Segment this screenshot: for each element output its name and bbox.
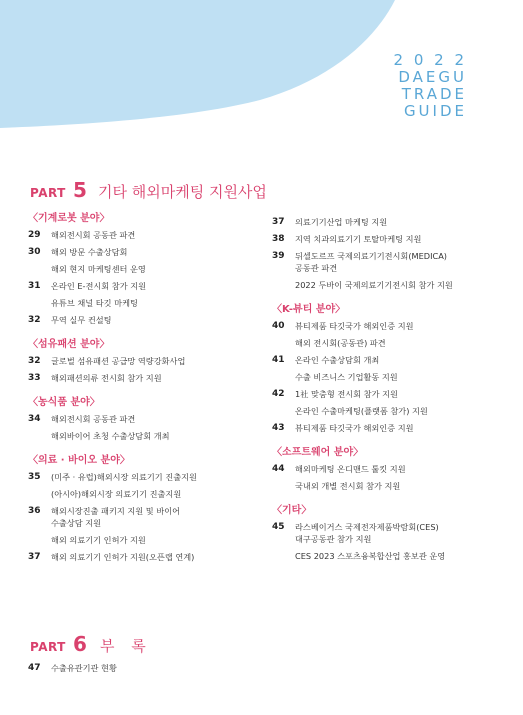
item-subtitle: (아시아)해외시장 의료기기 진출지원 — [51, 489, 182, 499]
toc-item[interactable] — [272, 320, 497, 349]
item-title: 해외시장진출 패키지 지원 및 바이어 — [51, 506, 181, 516]
item-title: 지역 치과의료기기 토탈마케팅 지원 — [295, 234, 422, 244]
item-number: 31 — [28, 281, 41, 291]
item-subtitle: 국내외 개별 전시회 참가 지원 — [295, 481, 401, 491]
toc-item[interactable] — [272, 354, 497, 383]
part6-heading — [30, 632, 152, 656]
toc-item[interactable] — [28, 355, 253, 367]
item-number: 39 — [272, 251, 285, 261]
item-title-cont: 수출상담 지원 — [51, 518, 102, 528]
toc-right-column — [272, 216, 497, 567]
item-title: 무역 실무 컨설팅 — [51, 315, 112, 325]
toc-item[interactable] — [272, 233, 497, 245]
item-number: 38 — [272, 234, 285, 244]
item-title-cont: 공동관 파견 — [295, 263, 338, 273]
brand-title — [394, 52, 467, 120]
toc-item[interactable] — [272, 422, 497, 434]
toc-item[interactable] — [28, 280, 253, 309]
item-number: 32 — [28, 315, 41, 325]
item-title: 해외 방문 수출상담회 — [51, 247, 128, 257]
toc-item[interactable] — [272, 463, 497, 492]
item-title: 온라인 E-전시회 참가 지원 — [51, 281, 147, 291]
brand-year: 2 0 2 2 — [393, 51, 467, 69]
item-number: 36 — [28, 506, 41, 516]
toc-item[interactable] — [28, 372, 253, 384]
toc-item[interactable] — [272, 388, 497, 417]
item-number: 37 — [28, 552, 41, 562]
item-title: 뷰티제품 타깃국가 해외인증 지원 — [295, 423, 414, 433]
item-number: 33 — [28, 373, 41, 383]
item-subtitle: 해외바이어 초청 수출상담회 개최 — [51, 431, 170, 441]
toc-item[interactable] — [28, 471, 253, 500]
category-agri: 〈농식품 분야〉 — [28, 397, 100, 408]
item-number: 42 — [272, 389, 285, 399]
part6-title: 부 록 — [99, 637, 152, 655]
part5-prefix: PART — [30, 186, 66, 200]
item-title: 해외마케팅 온디맨드 툴킷 지원 — [295, 464, 406, 474]
category-medical: 〈의료 · 바이오 분야〉 — [28, 455, 130, 466]
item-title: 라스베이거스 국제전자제품박람회(CES) — [295, 522, 439, 532]
item-title: 뷰티제품 타깃국가 해외인증 지원 — [295, 321, 414, 331]
item-title: 글로벌 섬유패션 공급망 역량강화사업 — [51, 356, 186, 366]
item-number: 29 — [28, 230, 41, 240]
category-machine: 〈기계로봇 분야〉 — [28, 213, 110, 224]
toc-item[interactable] — [272, 250, 497, 291]
brand-line-guide: GUIDE — [403, 102, 467, 120]
brand-line-daegu: DAEGU — [398, 68, 467, 86]
toc-item[interactable] — [28, 551, 253, 563]
toc-item[interactable] — [28, 229, 253, 241]
item-title: (미주 · 유럽)해외시장 의료기기 진출지원 — [51, 472, 197, 482]
part6-number: 6 — [72, 632, 87, 656]
item-title: 온라인 수출상담회 개최 — [295, 355, 380, 365]
item-subtitle: CES 2023 스포츠융복합산업 홍보관 운영 — [295, 551, 446, 561]
item-number: 34 — [28, 414, 41, 424]
toc-item[interactable] — [28, 662, 253, 674]
item-subtitle: 2022 두바이 국제의료기기전시회 참가 지원 — [295, 280, 453, 290]
item-title: 해외전시회 공동관 파견 — [51, 414, 136, 424]
item-number: 30 — [28, 247, 41, 257]
item-number: 47 — [28, 663, 41, 673]
toc-item[interactable] — [28, 246, 253, 275]
item-subtitle: 온라인 수출마케팅(플랫폼 참가) 지원 — [295, 406, 428, 416]
item-number: 37 — [272, 217, 285, 227]
toc-left-column — [28, 211, 253, 568]
item-subtitle: 유튜브 채널 타깃 마케팅 — [51, 298, 138, 308]
item-title: 의료기기산업 마케팅 지원 — [295, 217, 388, 227]
item-title: 해외 의료기기 인허가 지원(오픈랩 연계) — [51, 552, 195, 562]
part5-heading — [30, 178, 267, 202]
item-number: 32 — [28, 356, 41, 366]
part6-list — [28, 662, 253, 679]
part5-title: 기타 해외마케팅 지원사업 — [97, 183, 267, 201]
category-beauty: 〈K-뷰티 분야〉 — [272, 304, 346, 315]
item-subtitle: 해외 현지 마케팅센터 운영 — [51, 264, 146, 274]
item-number: 45 — [272, 522, 285, 532]
toc-item[interactable] — [28, 413, 253, 442]
category-software: 〈소프트웨어 분야〉 — [272, 447, 364, 458]
category-textile: 〈섬유패션 분야〉 — [28, 339, 110, 350]
toc-item[interactable] — [272, 521, 497, 562]
item-number: 43 — [272, 423, 285, 433]
item-title: 해외패션의류 전시회 참가 지원 — [51, 373, 162, 383]
item-title-cont: 대구공동관 참가 지원 — [295, 534, 372, 544]
item-number: 40 — [272, 321, 285, 331]
part5-number: 5 — [72, 178, 87, 202]
item-subtitle: 해외 의료기기 인허가 지원 — [51, 535, 146, 545]
item-title: 뒤셀도르프 국제의료기기전시회(MEDICA) — [295, 251, 447, 261]
item-subtitle: 해외 전시회(공동관) 파견 — [295, 338, 386, 348]
item-title: 수출유관기관 현황 — [51, 663, 117, 673]
item-number: 35 — [28, 472, 41, 482]
toc-item[interactable] — [28, 505, 253, 546]
part6-prefix: PART — [30, 640, 66, 654]
brand-line-trade: TRADE — [401, 85, 467, 103]
item-subtitle: 수출 비즈니스 기업활동 지원 — [295, 372, 398, 382]
item-number: 44 — [272, 464, 285, 474]
item-number: 41 — [272, 355, 285, 365]
toc-item[interactable] — [272, 216, 497, 228]
item-title: 해외전시회 공동관 파견 — [51, 230, 136, 240]
toc-item[interactable] — [28, 314, 253, 326]
item-title: 1社 맞춤형 전시회 참가 지원 — [295, 389, 398, 399]
category-etc: 〈기타〉 — [272, 505, 312, 516]
